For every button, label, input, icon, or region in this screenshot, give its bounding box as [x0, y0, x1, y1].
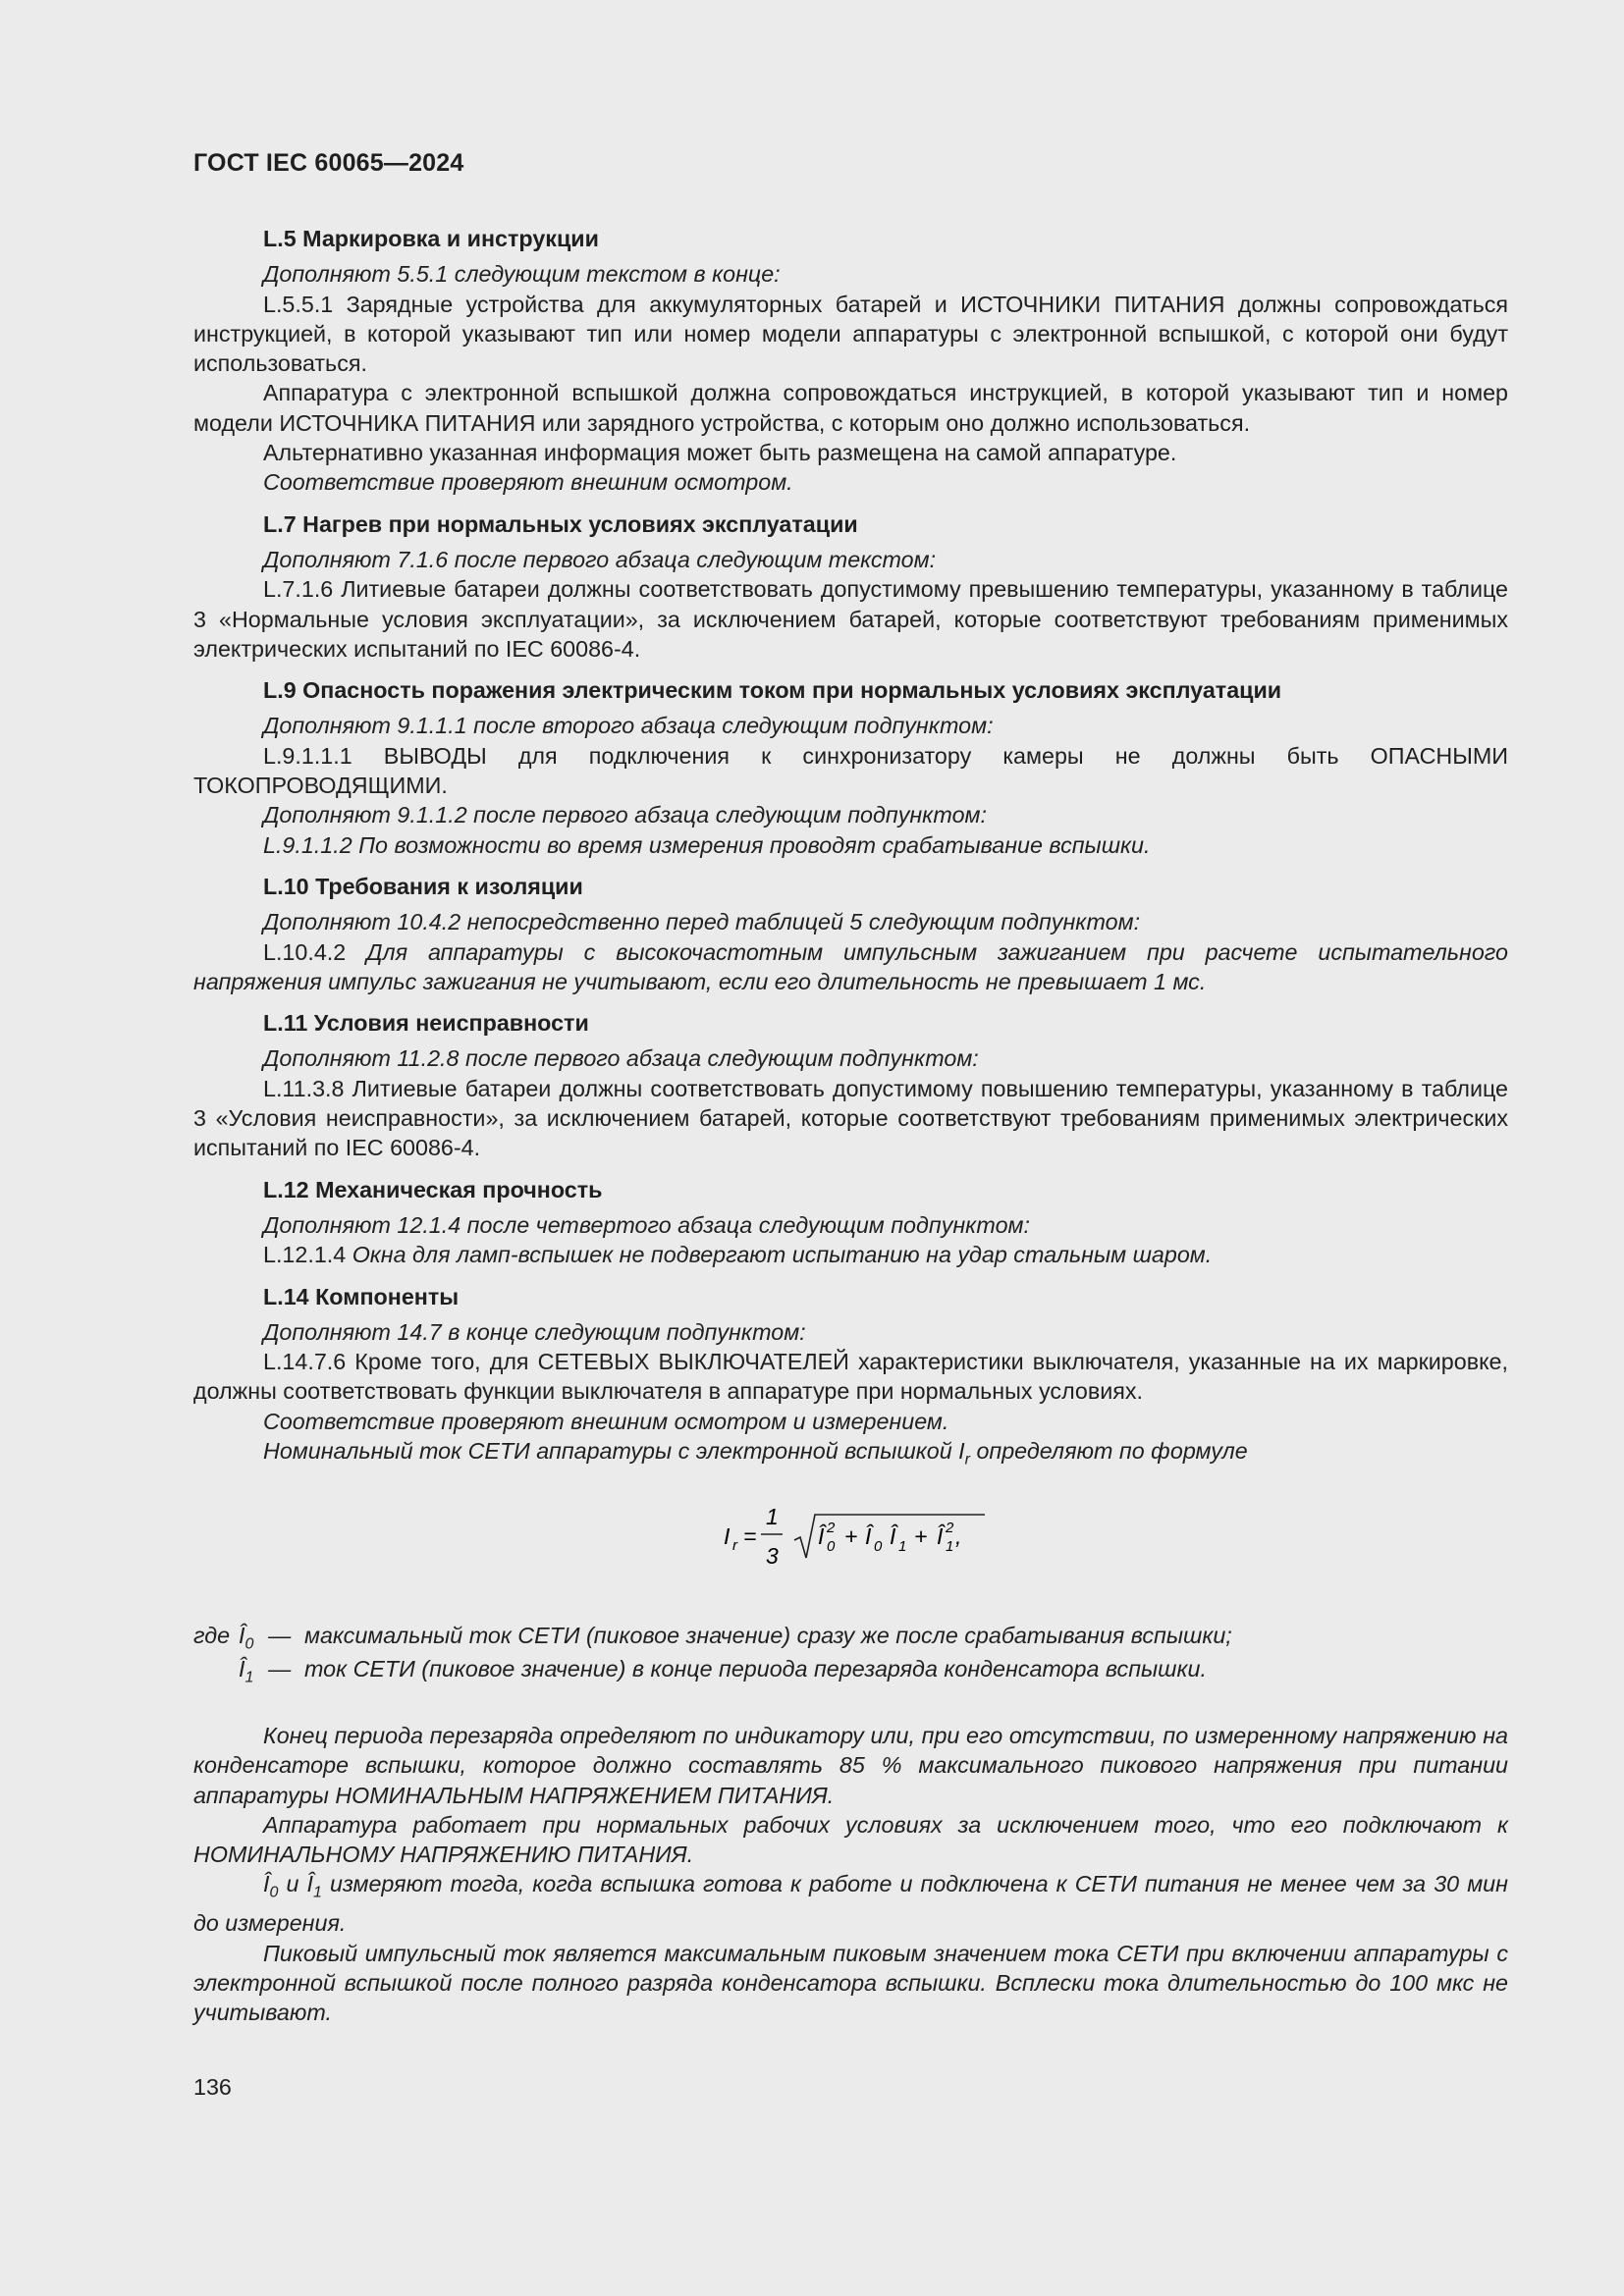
definition-row — [193, 1654, 1508, 1687]
body-paragraph — [193, 1869, 1508, 1938]
clause-paragraph — [193, 1240, 1508, 1269]
section-title: L.10 Требования к изоляции — [263, 873, 583, 899]
symbol-definitions — [193, 1621, 1508, 1687]
body-paragraph: Аппаратура работает при нормальных рабочих условиях за исключением того, что его подключают к НОМИНАЛЬНОМУ НАПРЯЖЕНИЮ ПИТАНИЯ. — [193, 1811, 1508, 1868]
formula-intro-text: определяют по формуле — [976, 1437, 1248, 1464]
term-i1-sub: 1 — [946, 1537, 954, 1555]
formula-lhs-sub: r — [732, 1536, 737, 1554]
definition-row — [193, 1621, 1508, 1654]
body-text: измеряют тогда, когда вспышка готова к работе и подключена к СЕТИ питания не менее чем за 30 мин до измерения. — [193, 1871, 1508, 1937]
symbol-subscript: 1 — [244, 1669, 254, 1686]
section-title: L.11 Условия неисправности — [263, 1010, 589, 1037]
clause-paragraph: L.5.5.1 Зарядные устройства для аккумуляторных батарей и ИСТОЧНИКИ ПИТАНИЯ должны сопровождаться инструкцией, в которой указывают тип или номер модели аппаратуры с электронной вспышкой, с которой они будут использоваться. — [193, 291, 1508, 377]
term-i0-sub: 0 — [827, 1537, 836, 1555]
current-subscript: r — [964, 1451, 970, 1468]
body-paragraph: Пиковый импульсный ток является максимальным пиковым значением тока СЕТИ при включении аппаратуры с электронной вспышкой после полного разряда конденсатора вспышки. Всплески тока длительностью до 100 мкс не учитывают. — [193, 1940, 1508, 2026]
clause-paragraph: L.14.7.6 Кроме того, для СЕТЕВЫХ ВЫКЛЮЧАТЕЛЕЙ характеристики выключателя, указанные на их маркировке, должны соответствовать функции выключателя в аппаратуре при нормальных условиях. — [193, 1349, 1508, 1405]
amendment-intro: Дополняют 10.4.2 непосредственно перед таблицей 5 следующим подпунктом: — [263, 909, 1141, 935]
compliance-note: Соответствие проверяют внешним осмотром и измерением. — [263, 1408, 949, 1434]
current-symbol: I — [958, 1437, 965, 1464]
clause-paragraph: L.11.3.8 Литиевые батареи должны соответствовать допустимому повышению температуры, указанному в таблице 3 «Условия неисправности», за исключением батарей, которые соответствуют требованиям применимых электрических испытаний по IEC 60086-4. — [193, 1075, 1508, 1161]
symbol-subscript: 0 — [269, 1885, 279, 1902]
formula-svg — [724, 1493, 1018, 1587]
amendment-intro: Дополняют 9.1.1.1 после второго абзаца следующим подпунктом: — [263, 713, 994, 739]
definition-text: ток СЕТИ (пиковое значение) в конце периода перезаряда конденсатора вспышки. — [304, 1655, 1207, 1682]
body-paragraph: Альтернативно указанная информация может быть размещена на самой аппаратуре. — [263, 440, 1177, 466]
clause-paragraph: L.9.1.1.1 ВЫВОДЫ для подключения к синхронизатору камеры не должны быть ОПАСНЫМИ ТОКОПРОВОДЯЩИМИ. — [193, 742, 1508, 799]
formula-equals: = — [743, 1522, 757, 1549]
clause-paragraph — [193, 937, 1508, 997]
amendment-intro: Дополняют 12.1.4 после четвертого абзаца следующим подпунктом: — [263, 1211, 1030, 1238]
symbol-subscript: 1 — [313, 1885, 322, 1902]
definition-dash: — — [268, 1655, 292, 1682]
term-i1-sup: 2 — [946, 1519, 954, 1536]
symbol-char: Î — [306, 1871, 313, 1897]
clause-number: L.12.1.4 — [263, 1242, 347, 1268]
symbol-subscript: 0 — [244, 1635, 254, 1653]
document-body — [193, 224, 1508, 2028]
amendment-intro: Дополняют 5.5.1 следующим текстом в конце: — [263, 261, 781, 288]
term-i0-sup: 2 — [827, 1519, 836, 1536]
formula-lhs: I — [724, 1522, 731, 1549]
amendment-intro: Дополняют 9.1.1.2 после первого абзаца следующим подпунктом: — [263, 802, 987, 828]
section-title: L.12 Механическая прочность — [263, 1176, 603, 1202]
definition-text: максимальный ток СЕТИ (пиковое значение) сразу же после срабатывания вспышки; — [304, 1622, 1232, 1648]
clause-text: Для аппаратуры с высокочастотным импульсным зажиганием при расчете испытательного напряжения импульс зажигания не учитывают, если его длительность не превышает 1 мс. — [193, 938, 1508, 994]
section-title: L.9 Опасность поражения электрическим током при нормальных условиях эксплуатации — [263, 677, 1282, 704]
term-i0: Î — [865, 1522, 872, 1549]
term-i1-sub: 1 — [898, 1537, 907, 1555]
term-i0-sub: 0 — [874, 1537, 883, 1555]
plus-sign: + — [844, 1522, 858, 1549]
symbol-char: Î — [239, 1622, 245, 1648]
section-title: L.7 Нагрев при нормальных условиях эксплуатации — [263, 510, 858, 537]
clause-paragraph: L.7.1.6 Литиевые батареи должны соответствовать допустимому превышению температуры, указанному в таблице 3 «Нормальные условия эксплуатации», за исключением батарей, которые соответствуют требованиям применимых электрических испытаний по IEC 60086-4. — [193, 576, 1508, 662]
amendment-intro: Дополняют 7.1.6 после первого абзаца следующим текстом: — [263, 546, 937, 572]
rated-current-formula — [193, 1481, 1508, 1603]
conjunction: и — [286, 1871, 299, 1897]
symbol-char: Î — [239, 1655, 245, 1682]
formula-intro-text: Номинальный ток СЕТИ аппаратуры с электронной вспышкой — [263, 1437, 952, 1464]
page-number: 136 — [193, 2074, 232, 2100]
body-paragraph: Конец периода перезаряда определяют по индикатору или, при его отсутствии, по измеренному напряжению на конденсаторе вспышки, которое должно составлять 85 % максимального пикового напряжения при питании аппаратуры НОМИНАЛЬНЫМ НАПРЯЖЕНИЕМ ПИТАНИЯ. — [193, 1722, 1508, 1808]
section-title: L.14 Компоненты — [263, 1283, 460, 1309]
definition-dash: — — [268, 1622, 292, 1648]
clause-number: L.10.4.2 — [263, 938, 347, 965]
section-title: L.5 Маркировка и инструкции — [263, 226, 599, 251]
formula-intro — [193, 1436, 1508, 1475]
term-i1: Î — [890, 1522, 896, 1549]
fraction-denominator: 3 — [766, 1542, 779, 1569]
symbol-char: Î — [263, 1871, 270, 1897]
definition-symbol — [239, 1654, 253, 1693]
clause-paragraph: L.9.1.1.2 По возможности во время измерения проводят срабатывание вспышки. — [263, 831, 1151, 858]
term-i1: Î — [937, 1522, 944, 1549]
fraction-numerator: 1 — [766, 1503, 779, 1529]
amendment-intro: Дополняют 14.7 в конце следующим подпунктом: — [263, 1318, 806, 1345]
body-paragraph: Аппаратура с электронной вспышкой должна сопровождаться инструкцией, в которой указывают тип и номер модели ИСТОЧНИКА ПИТАНИЯ или зарядного устройства, с которым оно должно использоваться. — [193, 380, 1508, 436]
compliance-note: Соответствие проверяют внешним осмотром. — [263, 469, 793, 496]
plus-sign: + — [914, 1522, 928, 1549]
standard-header: ГОСТ IEC 60065—2024 — [193, 149, 464, 177]
amendment-intro: Дополняют 11.2.8 после первого абзаца следующим подпунктом: — [263, 1045, 979, 1072]
formula-comma: , — [955, 1522, 962, 1549]
term-i0: Î — [818, 1522, 825, 1549]
clause-text: Окна для ламп-вспышек не подвергают испытанию на удар стальным шаром. — [352, 1242, 1213, 1268]
where-word: где — [193, 1622, 231, 1648]
